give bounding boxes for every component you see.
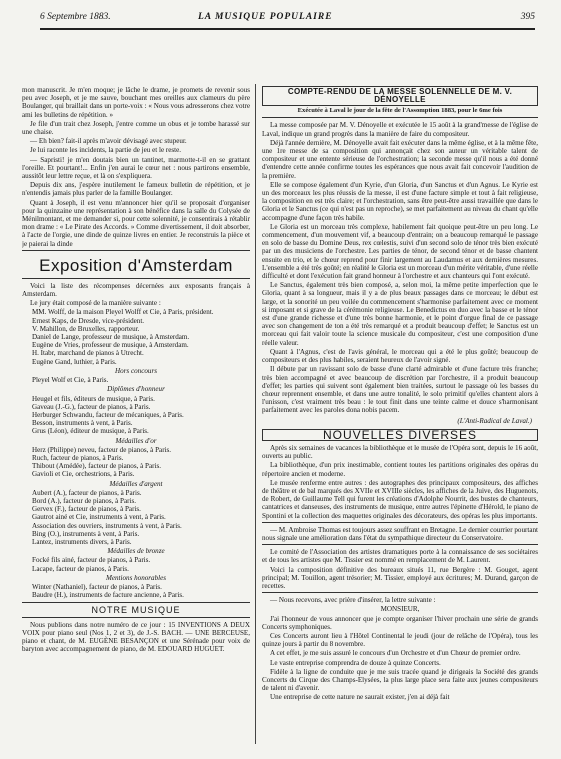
compte-rendu-subtitle: Exécutée à Laval le jour de la fête de l'Assomption 1883, pour le 6me fois <box>297 107 503 115</box>
news-separator <box>262 522 538 523</box>
news-separator <box>262 592 538 593</box>
award-entry: Aubert (A.), facteur de pianos, à Paris. <box>32 488 142 497</box>
award-entry: Bord (A.), facteur de pianos, à Paris. <box>32 496 137 505</box>
story-paragraph: Je file d'un trait chez Joseph, j'entre comme un obus et je tombe harassé sur une chaise. <box>22 119 250 137</box>
jury-member: H. Itabr, marchand de pianos à Utrecht. <box>32 349 144 358</box>
notre-musique-title: NOTRE MUSIQUE <box>91 605 181 616</box>
award-category-title: Médailles de bronze <box>107 547 165 556</box>
jury-member: Eugène de Vries, professeur de musique, à Amsterdam. <box>32 341 189 350</box>
review-paragraph: Quant à l'Agnus, c'est de l'avis général, le morceau qui a été le plus goûté; beaucoup de compositeurs et des plus habiles, seraient heureux de l'avoir signé. <box>262 347 538 365</box>
award-category-title: Hors concours <box>115 366 157 375</box>
award-category-title: Mentions honorables <box>105 573 167 582</box>
jury-member: Eugène Gand, luthier, à Paris. <box>32 357 117 366</box>
section-rule <box>22 278 250 279</box>
story-paragraph: — Sapristi! je m'en doutais bien un tantinet, marmotte-t-il en se grattant l'oreille. Et pourtant!... Enfin j'en aurai le cœur net : nous partirons ensemble, aussitôt leur lettre reçue, et là on s'expliquera. <box>22 155 250 181</box>
award-entry: Grus (Léon), éditeur de musique, à Paris. <box>32 427 149 436</box>
letter-paragraph: A cet effet, je me suis assuré le concours d'un Orchestre et d'un Chœur de premier ordre. <box>270 649 521 658</box>
award-entry: Besson, instruments à vent, à Paris. <box>32 419 133 428</box>
section-rule <box>22 617 250 618</box>
news-separator <box>262 544 538 545</box>
award-entry: Focké fils ainé, facteur de pianos, à Paris. <box>32 556 151 565</box>
letter-paragraph: Fidèle à la ligne de conduite que je me suis tracée quand je dirigeais la Société des grands Concerts du Cirque des Champs-Elysées, la plus large place sera faite aux jeunes compositeurs de talent ni d'avenir. <box>262 667 538 693</box>
jury-member: V. Mahillon, de Bruxelles, rapporteur. <box>32 324 140 333</box>
news-paragraph: Après six semaines de vacances la bibliothèque et le musée de l'Opéra sont, depuis le 16 août, ouverts au public. <box>262 443 538 461</box>
story-paragraph: Depuis dix ans, j'espère inutilement le fameux bulletin de répétition, et je n'entendis jamais plus parler de la famille Boulanger. <box>22 181 250 198</box>
award-entry: Gervex (F.), facteur de pianos, à Paris. <box>32 505 141 514</box>
story-paragraph: Quant à Joseph, il est venu m'annoncer hier qu'il se proposait d'organiser pour la quinzaine une représentation à son bénéfice dans la salle du Colysée de Ménilmontant, et me demander si, pour cette solennité, je consentirais à rétablir mon drame : « Le Pirate des Accords. » Comme divertissement, il doit absorber, à l'acte de l'orgie, une dinde de quinze livres en entier. Je reconstruis la pièce et je paierai la dinde <box>22 198 250 248</box>
page-header <box>40 12 535 26</box>
column-divider <box>255 84 256 744</box>
review-paragraph: Elle se compose également d'un Kyrie, d'un Gloria, d'un Sanctus et d'un Agnus. Le Kyrie est un des morceaux les plus réussis de la messe, il est d'une facture simple et tout à fait religieuse, la composition en est très claire; et l'orchestration, sans être peut-être aussi travaillée que dans le Gloria et le Sanctus (ce qui n'est pas un reproche), se met parfaitement au niveau du chant qu'elle accompagne d'une façon très habile. <box>262 180 538 222</box>
award-entry: Ruch, facteur de pianos, à Paris. <box>32 453 124 462</box>
notre-musique-text: Nous publions dans notre numéro de ce jour : 15 INVENTIONS A DEUX VOIX pour piano seul (Nos 1, 2 et 3), de J.-S. BACH. — UNE BERCEUSE, piano et chant, de M. EUGÈNE BESANÇON et une Sérénade pour voix de baryton avec accompagnement de piano, de M. EDOUARD HUGUET. <box>22 620 250 654</box>
header-journal-title: LA MUSIQUE POPULAIRE <box>198 12 333 22</box>
letter-intro: — Nous recevons, avec prière d'insérer, la lettre suivante : <box>270 596 436 605</box>
review-paragraph: Déjà l'année dernière, M. Dénoyelle avait fait exécuter dans la même église, et à la même fête, une 1re messe de sa composition qui annonçait chez son auteur un véritable talent de compositeur et une entente sérieuse de l'orchestration; la seconde messe qu'il nous a été donné d'entendre cette année confirme toutes les espérances que nous avait fait concevoir l'audition de la première. <box>262 138 538 180</box>
award-entry: Herburger Schwandu, facteur de mécaniques, à Paris. <box>32 410 184 419</box>
exposition-title: Exposition d'Amsterdam <box>39 255 233 275</box>
letter-paragraph: Une entreprise de cette nature ne saurait exister, j'en ai déjà fait <box>270 693 450 702</box>
award-entry: Baudre (H.), instruments de facture ancienne, à Paris. <box>32 591 184 600</box>
section-rule <box>22 602 250 603</box>
award-entry: Bing (O.), instruments à vent, à Paris. <box>32 529 140 538</box>
letter-paragraph: Ces Concerts auront lieu à l'Hôtel Continental le jeudi (jour de relâche de l'Opéra), tous les quinze jours à partir du 8 novembre. <box>262 631 538 649</box>
award-entry: Gaveau (J.-G.), facteur de pianos, à Paris. <box>32 402 151 411</box>
award-entry: Winter (Nathaniel), facteur de pianos, à Paris. <box>32 582 162 591</box>
jury-member: MM. Wolff, de la maison Pleyel Wolff et Cie, à Paris, président. <box>32 308 214 317</box>
award-entry: Heugel et fils, éditeurs de musique, à Paris. <box>32 394 155 403</box>
jury-intro: Le jury était composé de la manière suivante : <box>30 299 161 308</box>
award-entry: Gavioli et Cie, orchestrions, à Paris. <box>32 470 135 479</box>
section-rule <box>22 250 250 251</box>
exposition-intro: Voici la liste des récompenses décernées aux exposants français à Amsterdam. <box>22 281 250 299</box>
section-rule <box>262 117 538 118</box>
story-paragraph: mon manuscrit. Je m'en moque; je lâche le drame, je promets de revenir sous peu avec Joseph, et je me sauve, bouchant mes oreilles aux clameurs du père Boulanger, qui braillait dans un porte-voix : « Nous vous adresserons chez votre ami les bulletins de répétition. » <box>22 86 250 119</box>
news-paragraph: La bibliothèque, d'un prix inestimable, contient toutes les partitions originales des opéras du répertoire ancien et moderne. <box>262 461 538 478</box>
award-category-title: Médailles d'or <box>115 436 157 445</box>
letter-salutation: MONSIEUR, <box>380 605 420 614</box>
letter-paragraph: Le vaste entreprise comprendra de douze à quinze Concerts. <box>270 658 441 667</box>
story-paragraph: Je lui raconte les incidents, la partie de jeu et le reste. <box>30 146 182 155</box>
award-entry: Thibout (Amédée), facteur de pianos, à Paris. <box>32 462 162 471</box>
review-paragraph: Il débute par un ravissant solo de basse d'une clarté admirable et d'une facture très franche; très bien accompagné et avec beaucoup de discrétion par l'orchestre, il a produit beaucoup d'effet; les parties qui suivent sont également bien traitées, surtout le passage où les basses du chœur reprennent ensemble, et dans une autre tonalité, le solo primitif qu'elles chantent alors à l'unisson, c'est vraiment très beau : le tout finit dans une teinte calme et douce s'harmonisant parfaitement avec les paroles dona nobis pacem. <box>262 365 538 415</box>
left-column <box>22 86 250 746</box>
award-category-title: Médailles d'argent <box>109 479 163 488</box>
award-entry: Association des ouvriers, instruments à vent, à Paris. <box>32 521 182 530</box>
news-paragraph: Voici la composition définitive des bureaux situés 11, rue Bergère : M. Gouget, agent principal; M. Touillon, agent trésorier; M. Tissier, employé aux écritures; M. Durand, garçon de recettes. <box>262 565 538 590</box>
jury-member: Ernest Kaps, de Dresde, vice-président. <box>32 316 145 325</box>
award-entry: Gautrot ainé et Cie, instruments à vent, à Paris. <box>32 513 166 522</box>
header-page-number: 395 <box>520 12 535 22</box>
review-source: (L'Anti-Radical de Laval.) <box>457 416 532 425</box>
right-column <box>262 86 538 746</box>
review-paragraph: La messe composée par M. V. Dénoyelle et exécutée le 15 août à la grand'messe de l'église de Laval, indique un grand progrès dans la manière de faire du compositeur. <box>262 121 538 138</box>
award-entry: Lantez, instruments divers, à Paris. <box>32 537 132 546</box>
letter-paragraph: J'ai l'honneur de vous annoncer que je compte organiser l'hiver prochain une série de grands Concerts symphoniques. <box>262 614 538 631</box>
award-entry: Herz (Philippe) neveu, facteur de pianos, à Paris. <box>32 445 172 454</box>
nouvelles-title: NOUVELLES DIVERSES <box>262 429 538 441</box>
news-paragraph: — M. Ambroise Thomas est toujours assez souffrant en Bretagne. Le dernier courrier pourtant nous signale une amélioration dans l'état du sympathique directeur du Conservatoire. <box>262 525 538 542</box>
review-paragraph: Le Gloria est un morceau très complexe, habilement fait quoique peut-être un peu long. Le commencement, d'un mouvement vif, a beaucoup d'entrain; on a beaucoup remarqué le passage en solo de basse du Domine Deus, rex cœlestis, suivi d'un second solo de ténor très bien exécuté par un des musiciens de l'orchestre. Les parties de ténor, de second ténor et de basse chantent ensuite en trio, et le chœur reprend pour finir largement au Laudamus et aux dernières mesures. L'ensemble a été très goûté; en réalité le Gloria est un morceau d'un mérite véritable, d'une réelle difficulté et dont l'exécution fait grand honneur à l'orchestre et aux chanteurs qui l'ont exécuté. <box>262 222 538 281</box>
header-date: 6 Septembre 1883. <box>40 12 111 22</box>
review-paragraph: Le Sanctus, également très bien composé, a, selon moi, la même petite imperfection que le Gloria, quant à sa longueur, mais il y a de plus beaux passages dans ce morceau; le début est large, et la sonorité un peu voilée du commencement s'harmonise parfaitement avec ce moment si imposant et si grave de la cérémonie religieuse. Le Benedictus en duo avec la basse et le ténor est d'une grande richesse et d'une très bonne harmonie, et le point d'orgue final de ce passage avec son changement de ton a été très remarqué et a produit beaucoup d'effet; le Sanctus est un morceau qui fait valoir toute la science musicale du compositeur, c'est une composition d'une réelle valeur. <box>262 281 538 347</box>
jury-member: Daniel de Lange, professeur de musique, à Amsterdam. <box>32 333 190 342</box>
story-paragraph: — Eh bien? fait-il après m'avoir dévisagé avec stupeur. <box>30 137 187 146</box>
award-entry: Pleyel Wolf et Cie, à Paris. <box>32 376 109 385</box>
news-paragraph: Le musée renferme entre autres : des autographes des principaux compositeurs, des affiches de théâtre et de bal marqués des XVIIe et XVIIIe siècles, les affiches de la Juive, des Huguenots, de Robert, de Guillaume Tell qui furent les créations d'Adolphe Nourrit, des bustes de chanteurs, cantatrices et danseuses, des instruments de musique, entre autres l'épinette d'Hérold, le piano de Spontini et la collection des maquettes originales des décorateurs, des opéras les plus importants. <box>262 478 538 520</box>
award-entry: Lacape, facteur de pianos, à Paris. <box>32 564 129 573</box>
compte-rendu-title: COMPTE-RENDU DE LA MESSE SOLENNELLE DE M. V. DÉNOYELLE <box>262 86 538 106</box>
header-rule <box>40 28 535 30</box>
award-category-title: Diplômes d'honneur <box>107 385 165 394</box>
news-paragraph: Le comité de l'Association des artistes dramatiques porte à la connaissance de ses sociétaires et de tous les artistes que M. Tissier est nommé en remplacement de M. Laurent. <box>262 548 538 565</box>
